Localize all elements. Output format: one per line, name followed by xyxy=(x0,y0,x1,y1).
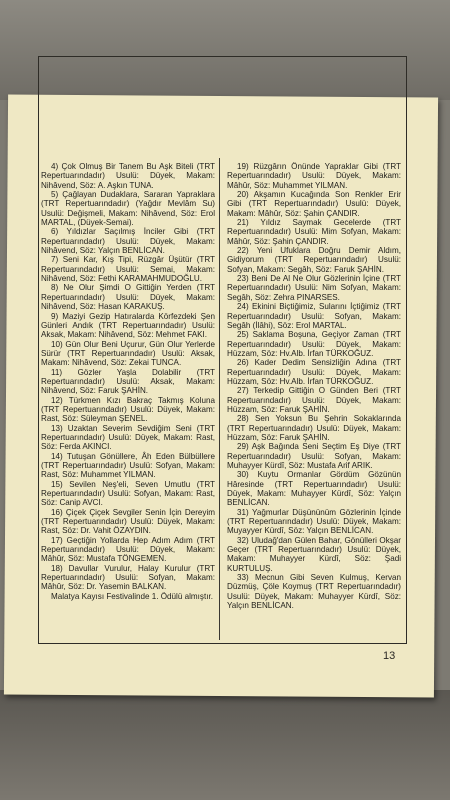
song-entry-note: Malatya Kayısı Festivalinde 1. Ödülü almıştır. xyxy=(51,591,213,601)
song-entry: 20) Akşamın Kucağında Son Renkler Erir Gibi (TRT Repertuarındadır) Usulü: Düyek, Makam: Mâhûr, Söz: Şahin ÇANDIR. xyxy=(227,190,401,218)
song-entry: 28) Sen Yoksun Bu Şehrin Sokaklarında (TRT Repertuarındadır) Usulü: Düyek, Makam: Hüzzam, Söz: Faruk ŞAHİN. xyxy=(227,414,401,442)
song-entry: 6) Yıldızlar Saçılmış İnciler Gibi (TRT Repertuarındadır) Usulü: Düyek, Makam: Nihâvend, Söz: Yalçın BENLİCAN. xyxy=(41,227,215,256)
song-entry: 15) Sevilen Neş'eli, Seven Umutlu (TRT Repertuarındadır) Usulü: Sofyan, Makam: Rast, Söz: Canip AVCI. xyxy=(41,479,215,508)
song-entry: 8) Ne Olur Şimdi O Gittiğin Yerden (TRT Repertuarındadır) Usulü: Düyek, Makam: Nihâvend, Söz: Hasan KARAKUŞ. xyxy=(41,283,215,312)
desk-background-bottom xyxy=(0,690,450,800)
song-entry: 25) Saklama Boşuna, Geçiyor Zaman (TRT Repertuarındadır) Usulü: Düyek, Makam: Hüzzam, Söz: Hv.Alb. İrfan TÜRKOĞUZ. xyxy=(227,330,401,358)
song-entry: 27) Terkedip Gittiğin O Günden Beri (TRT Repertuarındadır) Usulü: Düyek, Makam: Hüzzam, Söz: Faruk ŞAHİN. xyxy=(227,386,401,414)
song-entry: 26) Kader Dedim Sensizliğin Adına (TRT Repertuarındadır) Usulü: Düyek, Makam: Hüzzam, Söz: Hv.Alb. İrfan TÜRKOĞUZ. xyxy=(227,358,401,386)
song-entry: 7) Seni Kar, Kış Tipi, Rüzgâr Üşütür (TRT Repertuarındadır) Usulü: Semai, Makam: Nihâvend, Söz: Fethi KARAMAHMUDOĞLU. xyxy=(41,255,215,284)
song-entry: 29) Aşk Bağında Seni Seçtim Eş Diye (TRT Repertuarındadır) Usulü: Sofyan, Makam: Muhayyer Kürdî, Söz: Mustafa Arif ARIK. xyxy=(227,442,401,470)
song-entry: 10) Gün Olur Beni Uçurur, Gün Olur Yerlerde Sürür (TRT Repertuarındadır) Usulü: Aksak, Makam: Nihâvend, Söz: Zekai TUNCA. xyxy=(41,339,215,368)
song-entry: 19) Rüzgârın Önünde Yapraklar Gibi (TRT Repertuarındadır) Usulü: Düyek, Makam: Mâhûr, Söz: Muhammet YILMAN. xyxy=(227,162,401,190)
song-entry: 16) Çiçek Çiçek Sevgiler Senin İçin Dereyim (TRT Repertuarındadır) Usulü: Düyek, Makam: Rast, Söz: Dr. Vahit ÖZAYDIN. xyxy=(41,507,215,536)
song-entry: 24) Ekinini Biçtiğimiz, Sularını İçtiğimiz (TRT Repertuarındadır) Usulü: Sofyan, Makam: Segâh (İlâhi), Söz: Erol MARTAL. xyxy=(227,302,401,330)
song-entry: 4) Çok Olmuş Bir Tanem Bu Aşk Biteli (TRT Repertuarındadır) Usulü: Düyek, Makam: Nihâvend, Söz: A. Aşkın TUNA. xyxy=(41,162,215,190)
song-entry: 22) Yeni Ufuklara Doğru Demir Aldım, Gidiyorum (TRT Repertuarındadır) Usulü: Sofyan, Makam: Segâh, Söz: Faruk ŞAHİN. xyxy=(227,246,401,274)
song-entry: 30) Kuytu Ormanlar Gördüm Gözünün Hâresinde (TRT Repertuarındadır) Usulü: Düyek, Makam: Muhayyer Kürdî, Söz: Yalçın BENLİCAN. xyxy=(227,470,401,508)
song-entry: 14) Tutuşan Gönüllere, Âh Eden Bülbüllere (TRT Repertuarındadır) Usulü: Sofyan, Makam: Rast, Söz: Muhammet YILMAN. xyxy=(41,451,215,480)
right-column xyxy=(227,162,401,611)
song-entry: 5) Çağlayan Dudaklara, Sararan Yapraklara (TRT Repertuarındadır) (Yağdır Mevlâm Su) Usulü: Değişmeli, Makam: Nihâvend, Söz: Erol MARTAL, (Düyek-Semai). xyxy=(41,190,215,228)
column-divider xyxy=(219,158,220,640)
song-entry: 11) Gözler Yaşla Dolabilir (TRT Repertuarındadır) Usulü: Aksak, Makam: Nihâvend, Söz: Faruk ŞAHİN. xyxy=(41,367,215,396)
song-entry: 9) Maziyi Gezip Hatıralarda Körfezdeki Şen Günleri Andık (TRT Repertuarındadır) Usulü: Aksak, Makam: Nihâvend, Söz: Mehmet FAKI. xyxy=(41,311,215,340)
song-entry: 13) Uzaktan Severim Sevdiğim Seni (TRT Repertuarındadır) Usulü: Düyek, Makam: Rast, Söz: Ferda AKINCI. xyxy=(41,423,215,452)
left-column xyxy=(41,162,215,601)
song-entry: 12) Türkmen Kızı Bakraç Takmış Koluna (TRT Repertuarındadır) Usulü: Düyek, Makam: Rast, Söz: Süleyman ŞENEL. xyxy=(41,395,215,424)
song-entry: 32) Uludağ'dan Gülen Bahar, Gönülleri Okşar Geçer (TRT Repertuarındadır) Usulü: Düyek, Makam: Muhayyer Kürdî, Söz: Şadi KURTULUŞ. xyxy=(227,535,401,573)
song-entry: 31) Yağmurlar Düşününüm Gözlerinin İçinde (TRT Repertuarındadır) Usulü: Düyek, Makam: Muyayyer Kürdî, Söz: Yalçın BENLİCAN. xyxy=(227,507,401,536)
page-number: 13 xyxy=(383,650,396,662)
song-entry: 17) Geçtiğin Yollarda Hep Adım Adım (TRT Repertuarındadır) Usulü: Düyek, Makam: Mâhûr, Söz: Mustafa TÖNGEMEN. xyxy=(41,535,215,564)
song-entry: 18) Davullar Vurulur, Halay Kurulur (TRT Repertuarındadır) Usulü: Sofyan, Makam: Mâhûr, Söz: Dr. Yasemin BALKAN. xyxy=(41,563,215,592)
song-entry: 21) Yıldız Saymak Gecelerde (TRT Repertuarındadır) Usulü: Mim Sofyan, Makam: Mâhûr, Söz: Şahin ÇANDIR. xyxy=(227,218,401,246)
song-entry: 33) Mecnun Gibi Seven Kulmuş, Kervan Düzmüş, Çöle Koymuş (TRT Repertuarındadır) Usulü: Düyek, Makam: Muhayyer Kürdî, Söz: Yalçın BENLİCAN. xyxy=(227,573,401,611)
song-entry: 23) Beni De Al Ne Olur Gözlerinin İçine (TRT Repertuarındadır) Usulü: Nim Sofyan, Makam: Segâh, Söz: Zehra PINARSES. xyxy=(227,274,401,302)
